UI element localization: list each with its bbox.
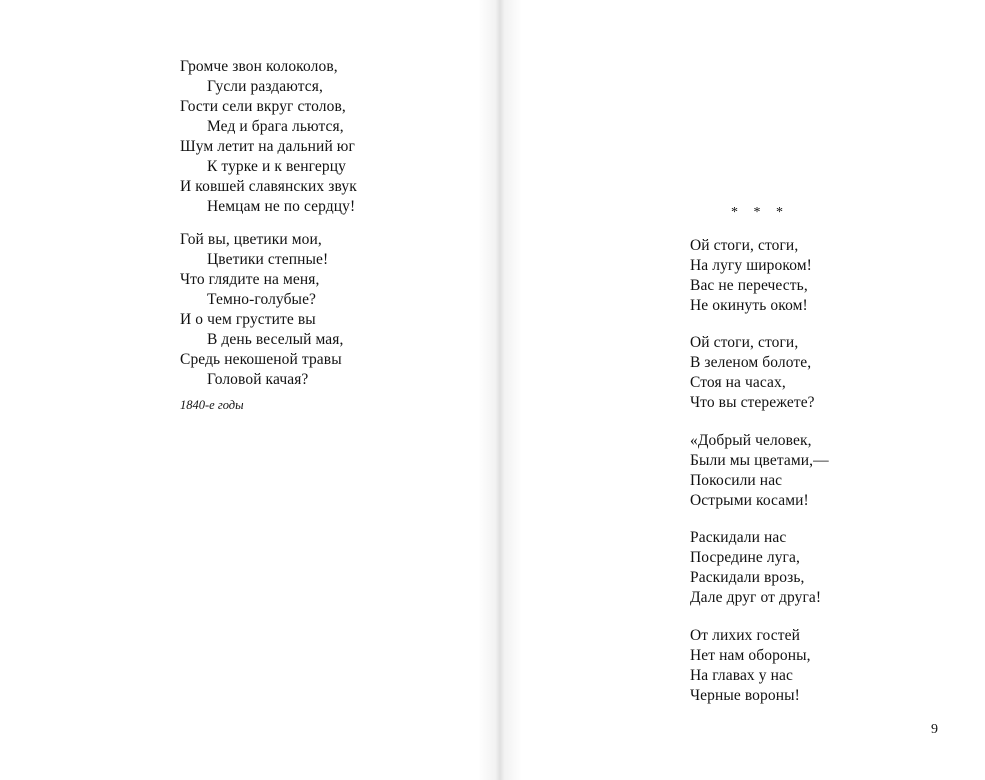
poem-line: Вас не перечесть, bbox=[690, 277, 808, 294]
poem-line: В зеленом болоте, bbox=[690, 354, 812, 371]
poem-line: К турке и к венгерцу bbox=[207, 158, 346, 175]
poem-line: Головой качая? bbox=[207, 371, 309, 388]
poem-line: Гости сели вкруг столов, bbox=[180, 98, 346, 115]
poem-line: Ой стоги, стоги, bbox=[690, 237, 799, 254]
page-number: 9 bbox=[931, 722, 938, 737]
right-stanza-3 bbox=[690, 431, 829, 511]
poem-line: Мед и брага льются, bbox=[207, 118, 344, 135]
poem-line: На лугу широком! bbox=[690, 257, 812, 274]
poem-line: Дале друг от друга! bbox=[690, 589, 822, 606]
poem-line: От лихих гостей bbox=[690, 627, 800, 644]
left-stanza-1 bbox=[180, 57, 357, 217]
poem-line: Не окинуть оком! bbox=[690, 297, 808, 314]
poem-line: Были мы цветами,— bbox=[690, 452, 829, 469]
poem-line: Покосили нас bbox=[690, 472, 783, 489]
poem-line: Посредине луга, bbox=[690, 549, 800, 566]
poem-line: И о чем грустите вы bbox=[180, 311, 316, 328]
poem-line: Гой вы, цветики мои, bbox=[180, 231, 322, 248]
poem-line: Черные вороны! bbox=[690, 687, 800, 704]
poem-line: Раскидали нас bbox=[690, 529, 787, 546]
poem-line: Острыми косами! bbox=[690, 492, 809, 509]
right-stanza-2 bbox=[690, 333, 815, 413]
right-stanza-5 bbox=[690, 626, 811, 706]
poem-line: Цветики степные! bbox=[207, 251, 329, 268]
poem-line: Темно-голубые? bbox=[207, 291, 317, 308]
poem-line: Шум летит на дальний юг bbox=[180, 138, 355, 155]
poem-line: Немцам не по сердцу! bbox=[207, 198, 356, 215]
right-stanza-4 bbox=[690, 528, 821, 608]
poem-line: Что вы стережете? bbox=[690, 394, 815, 411]
poem-line: В день веселый мая, bbox=[207, 331, 344, 348]
poem-line: «Добрый человек, bbox=[690, 432, 812, 449]
poem-separator: * * * bbox=[731, 205, 789, 220]
poem-line: На главах у нас bbox=[690, 667, 793, 684]
poem-line: Стоя на часах, bbox=[690, 374, 786, 391]
poem-line: Громче звон колоколов, bbox=[180, 58, 338, 75]
right-stanza-1 bbox=[690, 236, 812, 316]
poem-line: Раскидали врозь, bbox=[690, 569, 805, 586]
poem-line: Ой стоги, стоги, bbox=[690, 334, 799, 351]
poem-date: 1840-е годы bbox=[180, 398, 244, 412]
poem-line: Гусли раздаются, bbox=[207, 78, 323, 95]
poem-line: Что глядите на меня, bbox=[180, 271, 320, 288]
poem-line: Нет нам обороны, bbox=[690, 647, 811, 664]
poem-line: И ковшей славянских звук bbox=[180, 178, 357, 195]
poem-line: Средь некошеной травы bbox=[180, 351, 342, 368]
left-stanza-2 bbox=[180, 230, 343, 390]
